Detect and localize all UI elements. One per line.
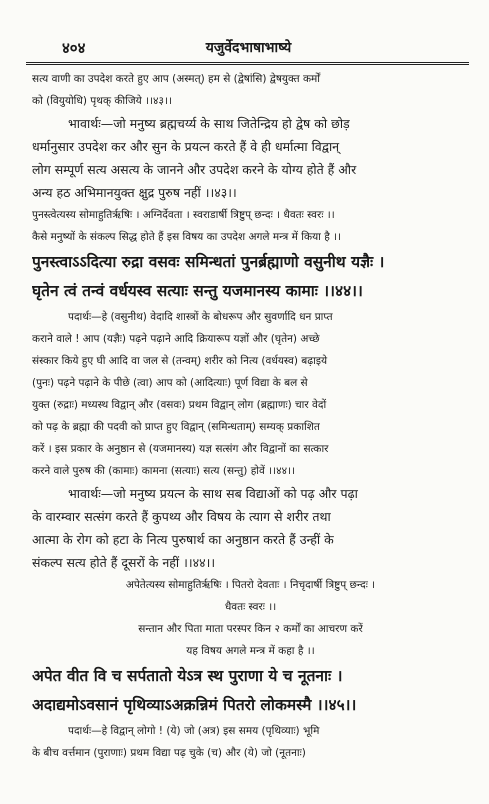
text-line: यह विषय अगले मन्त्र में कहा है ।। <box>186 645 315 657</box>
page-header <box>28 0 469 57</box>
text-line: भावार्थः—जो मनुष्य ब्रह्मचर्य्य के साथ जितेन्द्रिय हो द्वेष को छोड़ <box>68 116 350 131</box>
text-line: पदार्थः—हे विद्वान् लोगो ! (ये) जो (अत्र) इस समय (पृथिव्याः) भूमि <box>68 725 320 737</box>
mantra-line: अदाद्यमोऽवसानं पृथिव्याऽअक्रन्निमं पितरो लोकमस्मै ।।४५।। <box>32 696 357 714</box>
mantra-line: घृतेन त्वं तन्वं वर्धयस्व सत्याः सन्तु यजमानस्य कामाः ।।४४।। <box>32 282 363 300</box>
page-body <box>32 68 469 764</box>
text-line: सत्य वाणी का उपदेश करते हुए आप (अस्मत्) हम से (द्वेषांसि) द्वेषयुक्त कर्मों <box>32 73 321 85</box>
text-line: अपेतेत्यस्य सोमाहुतिर्ऋषिः । पितरो देवताः । निचृदार्षी त्रिष्टुप् छन्दः । <box>125 579 376 591</box>
text-line: संस्कार किये हुए घी आदि वा जल से (तन्वम्) शरीर को नित्य (वर्धयस्व) बढ़ाइये <box>32 355 328 367</box>
text-line: युक्त (रुद्राः) मध्यस्थ विद्वान् और (वसवः) प्रथम विद्वान् लोग (ब्रह्माणः) चार वेदों <box>32 399 327 411</box>
text-line: लोग सम्पूर्ण सत्य असत्य के जानने और उपदेश करने के योग्य होते हैं और <box>32 162 357 177</box>
text-line: (पुनः) पढ़ने पढ़ाने के पीछे (त्वा) आप को (आदित्याः) पूर्ण विद्या के बल से <box>32 377 308 389</box>
text-line: के बीच वर्त्तमान (पुराणाः) प्रथम विद्या पढ़ चुके (च) और (ये) जो (नूतनाः) <box>32 747 306 759</box>
text-line: पदार्थः—हे (वसुनीथ) वेदादि शास्त्रों के बोधरूप और सुवर्णादि धन प्राप्त <box>68 311 333 323</box>
text-line: भावार्थः—जो मनुष्य प्रयत्न के साथ सब विद्याओं को पढ़ और पढ़ा <box>68 486 358 501</box>
text-line: अन्य हठ अभिमानयुक्त क्षुद्र पुरुष नहीं ।।४३।। <box>32 185 237 200</box>
text-line: पुनस्त्वेत्यस्य सोमाहुतिर्ऋषिः । अग्निर्देवता । स्वराडार्षी त्रिष्टुप् छन्दः । धैवतः स्वरः ।। <box>32 209 335 221</box>
text-line: कैसे मनुष्यों के संकल्प सिद्ध होते हैं इस विषय का उपदेश अगले मन्त्र में किया है ।। <box>32 231 342 243</box>
page-number: ४०४ <box>62 39 86 57</box>
text-line: करने वाले पुरुष की (कामाः) कामना (सत्याः) सत्य (सन्तु) होवें ।।४४।। <box>32 465 296 477</box>
text-line: सन्तान और पिता माता परस्पर किन २ कर्मों का आचरण करें <box>138 623 363 635</box>
text-line: कराने वाले ! आप (यज्ञैः) पढ़ने पढ़ाने आदि क्रियारूप यज्ञों और (घृतेन) अच्छे <box>32 333 320 345</box>
mantra-line: अपेत वीत वि च सर्पतातो येऽत्र स्थ पुराणा ये च नूतनाः । <box>32 667 343 685</box>
text-line: करें । इस प्रकार के अनुष्ठान से (यजमानस्य) यज्ञ सत्संग और विद्वानों का सत्कार <box>32 443 329 455</box>
header-rule <box>26 62 469 65</box>
text-line: को (वियुयोधि) पृथक् कीजिये ।।४३।। <box>32 95 172 107</box>
text-line: संकल्प सत्य होते हैं दूसरों के नहीं ।।४४।। <box>32 555 216 570</box>
text-line: आत्मा के रोग को हटा के नित्य पुरुषार्थ का अनुष्ठान करते हैं उन्हीं के <box>32 532 334 547</box>
text-line: के वारम्वार सत्संग करते हैं कुपथ्य और विषय के त्याग से शरीर तथा <box>32 509 331 524</box>
text-line: को पढ़ के ब्रह्मा की पदवी को प्राप्त हुए विद्वान् (समिन्धताम्) सम्यक् प्रकाशित <box>32 421 320 433</box>
mantra-line: पुनस्त्वाऽऽदित्या रुद्रा वसवः समिन्धतां पुनर्ब्रह्माणो वसुनीथ यज्ञैः । <box>32 253 385 271</box>
text-line: धैवतः स्वरः ।। <box>224 601 277 613</box>
text-line: धर्मानुसार उपदेश कर और सुन के प्रयत्न करते हैं वे ही धर्मात्मा विद्वान् <box>32 139 340 154</box>
running-title: यजुर्वेदभाषाभाष्ये <box>205 40 292 56</box>
